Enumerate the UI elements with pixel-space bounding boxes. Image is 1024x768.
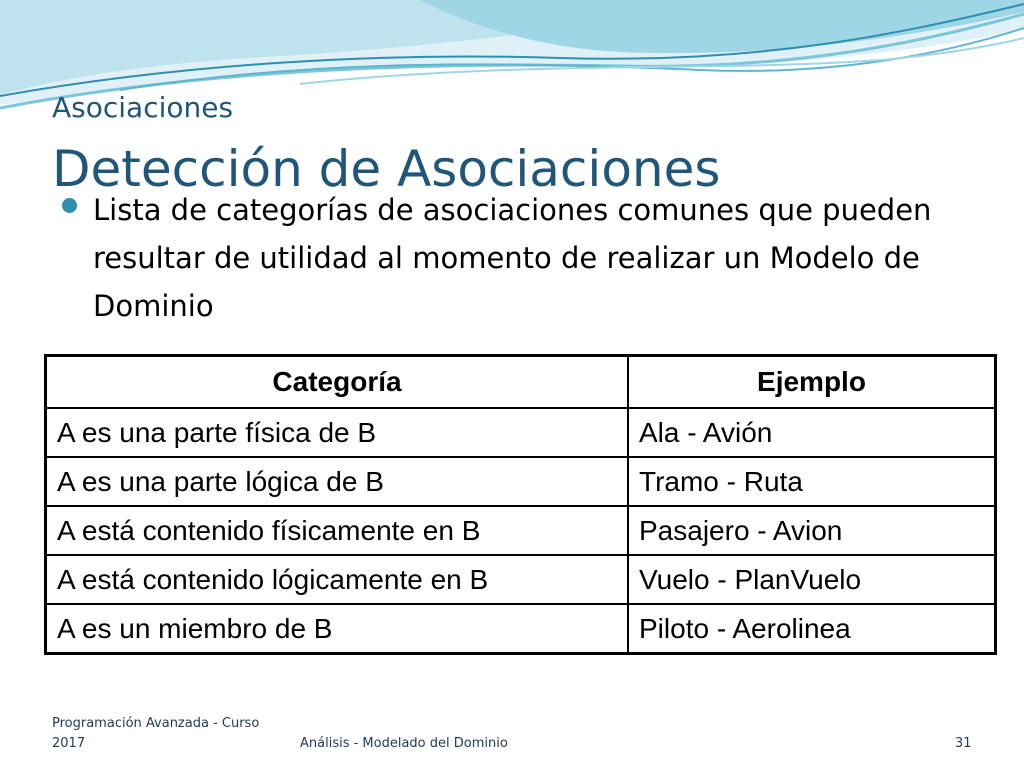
cell-ejemplo: Tramo - Ruta bbox=[628, 457, 996, 506]
table-row bbox=[46, 506, 996, 555]
table-row bbox=[46, 408, 996, 457]
cell-categoria: A es una parte lógica de B bbox=[46, 457, 629, 506]
slide-subtitle: Asociaciones bbox=[52, 91, 234, 124]
slide-title: Detección de Asociaciones bbox=[52, 140, 721, 198]
cell-categoria: A es un miembro de B bbox=[46, 604, 629, 654]
cell-categoria: A está contenido físicamente en B bbox=[46, 506, 629, 555]
footer-page-number: 31 bbox=[955, 736, 972, 751]
association-categories-table bbox=[44, 354, 997, 655]
cell-ejemplo: Ala - Avión bbox=[628, 408, 996, 457]
header-categoria: Categoría bbox=[46, 356, 629, 409]
cell-ejemplo: Pasajero - Avion bbox=[628, 506, 996, 555]
cell-categoria: A está contenido lógicamente en B bbox=[46, 555, 629, 604]
bullet-dot-icon bbox=[62, 198, 77, 213]
table-row bbox=[46, 604, 996, 654]
cell-categoria: A es una parte física de B bbox=[46, 408, 629, 457]
table-row bbox=[46, 457, 996, 506]
footer-course: Programación Avanzada - Curso 2017 bbox=[52, 716, 260, 751]
bullet-text: Lista de categorías de asociaciones comunes que pueden resultar de utilidad al momento de realizar un Modelo de Dominio bbox=[93, 193, 932, 323]
footer-topic: Análisis - Modelado del Dominio bbox=[300, 736, 508, 751]
cell-ejemplo: Vuelo - PlanVuelo bbox=[628, 555, 996, 604]
header-ejemplo: Ejemplo bbox=[628, 356, 996, 409]
table-header-row bbox=[46, 356, 996, 409]
table-row bbox=[46, 555, 996, 604]
cell-ejemplo: Piloto - Aerolinea bbox=[628, 604, 996, 654]
